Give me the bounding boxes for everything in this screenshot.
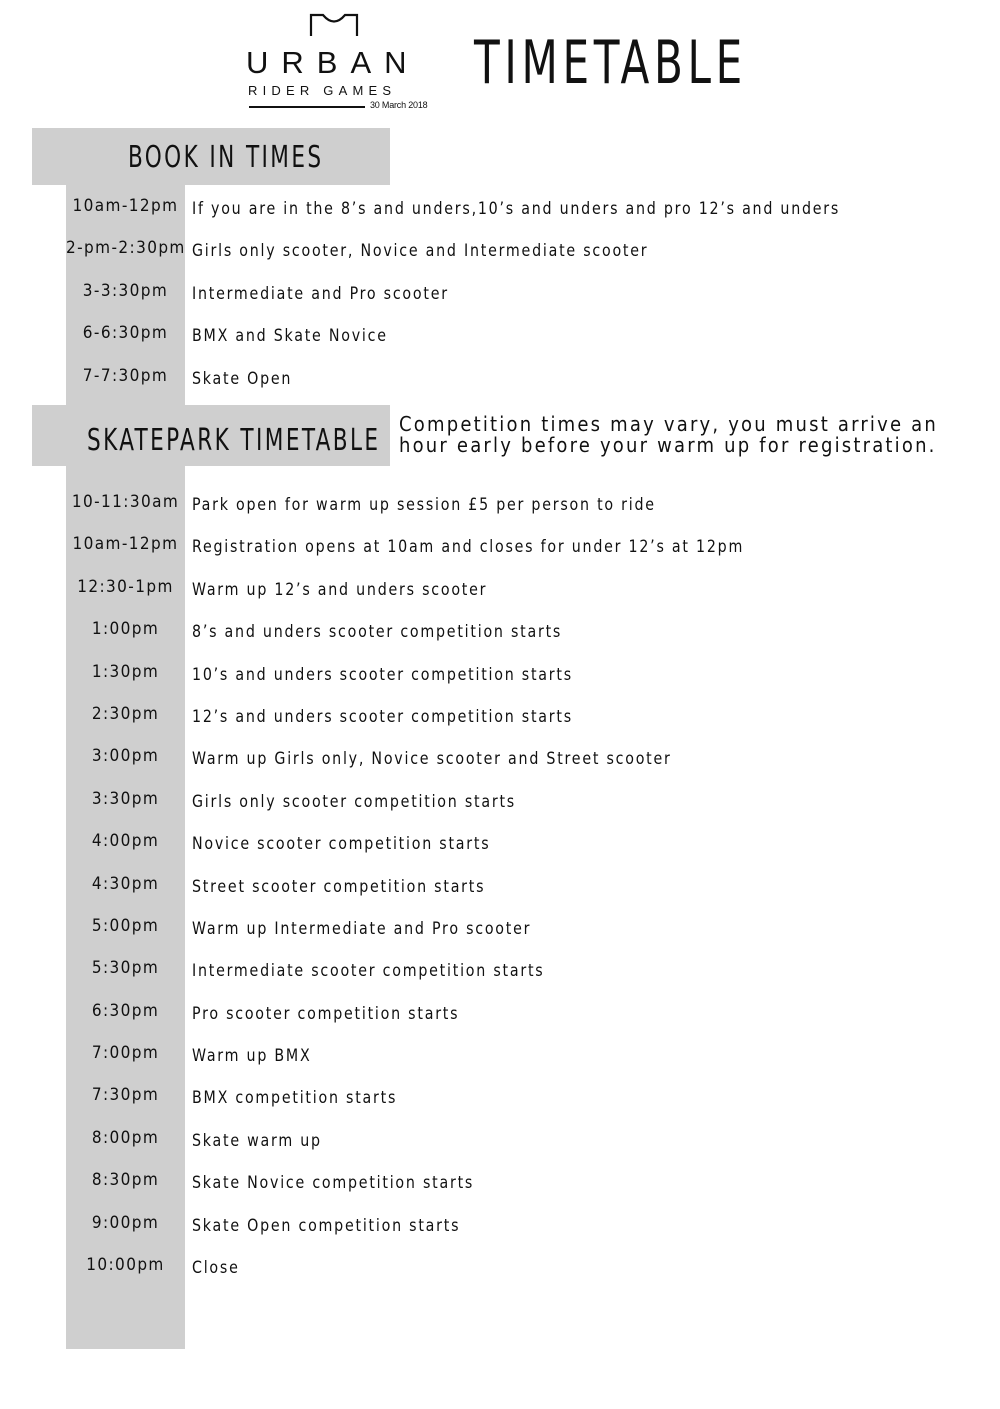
schedule-row xyxy=(66,871,966,913)
book-in-description: Intermediate and Pro scooter xyxy=(192,283,449,304)
schedule-description: Intermediate scooter competition starts xyxy=(192,961,545,982)
logo-subtitle: RIDER GAMES xyxy=(248,83,397,98)
book-in-time: 3-3:30pm xyxy=(82,280,169,301)
schedule-time: 5:30pm xyxy=(91,958,160,979)
schedule-description: Registration opens at 10am and closes for under 12’s at 12pm xyxy=(192,537,745,558)
schedule-description: Warm up BMX xyxy=(192,1046,312,1067)
book-in-row xyxy=(66,320,966,362)
ribbon-m-icon xyxy=(309,12,359,38)
schedule-description: Warm up Intermediate and Pro scooter xyxy=(192,918,532,939)
book-in-time: 6-6:30pm xyxy=(82,323,169,344)
book-in-description: Skate Open xyxy=(192,368,293,389)
schedule-row xyxy=(66,743,966,785)
schedule-time: 1:30pm xyxy=(91,661,160,682)
schedule-description: Girls only scooter competition starts xyxy=(192,791,516,812)
schedule-time: 1:00pm xyxy=(91,619,160,640)
logo-wordmark: URBAN xyxy=(246,45,420,80)
schedule-row xyxy=(66,659,966,701)
schedule-time: 4:00pm xyxy=(91,831,160,852)
event-logo xyxy=(246,10,436,114)
book-in-row xyxy=(66,363,966,405)
schedule-time: 10:00pm xyxy=(86,1255,165,1276)
schedule-row xyxy=(66,998,966,1040)
schedule-time: 12:30-1pm xyxy=(77,576,174,597)
schedule-time: 4:30pm xyxy=(91,873,160,894)
schedule-description: Park open for warm up session £5 per person to ride xyxy=(192,495,656,515)
schedule-row xyxy=(66,913,966,955)
skatepark-heading: SKATEPARK TIMETABLE xyxy=(87,423,381,458)
book-in-description: Girls only scooter, Novice and Intermediate scooter xyxy=(192,241,649,262)
logo-date: 30 March 2018 xyxy=(370,100,428,110)
book-in-row xyxy=(66,193,966,235)
book-in-time: 10am-12pm xyxy=(72,196,179,216)
schedule-row xyxy=(66,616,966,658)
schedule-description: Warm up Girls only, Novice scooter and Street scooter xyxy=(192,749,672,770)
schedule-description: Street scooter competition starts xyxy=(192,876,486,897)
book-in-heading: BOOK IN TIMES xyxy=(128,140,324,175)
schedule-description: Novice scooter competition starts xyxy=(192,834,491,855)
schedule-row xyxy=(66,955,966,997)
skatepark-list xyxy=(66,489,966,1294)
schedule-description: 10’s and unders scooter competition starts xyxy=(192,664,573,685)
schedule-time: 7:00pm xyxy=(91,1043,160,1064)
schedule-description: Warm up 12’s and unders scooter xyxy=(192,579,488,600)
book-in-time: 2-pm-2:30pm xyxy=(66,238,186,259)
book-in-row xyxy=(66,235,966,277)
schedule-time: 10-11:30am xyxy=(71,492,180,512)
schedule-row xyxy=(66,1210,966,1252)
schedule-row xyxy=(66,1082,966,1124)
schedule-description: 8’s and unders scooter competition starts xyxy=(192,622,563,643)
schedule-time: 2:30pm xyxy=(91,703,160,724)
schedule-description: Close xyxy=(192,1258,240,1279)
schedule-time: 3:30pm xyxy=(91,788,160,809)
book-in-description: If you are in the 8’s and unders,10’s and unders and pro 12’s and unders xyxy=(192,199,841,219)
book-in-row xyxy=(66,278,966,320)
schedule-row xyxy=(66,574,966,616)
schedule-row xyxy=(66,489,966,531)
schedule-time: 10am-12pm xyxy=(72,534,179,555)
schedule-time: 3:00pm xyxy=(91,746,160,767)
schedule-row xyxy=(66,1252,966,1294)
schedule-time: 6:30pm xyxy=(91,1000,160,1021)
registration-note: Competition times may vary, you must arrive an hour early before your warm up for registration. xyxy=(399,412,938,457)
schedule-row xyxy=(66,531,966,573)
schedule-row xyxy=(66,786,966,828)
page-title: TIMETABLE xyxy=(474,28,747,98)
book-in-time: 7-7:30pm xyxy=(82,365,169,386)
schedule-row xyxy=(66,828,966,870)
schedule-row xyxy=(66,1125,966,1167)
schedule-time: 8:00pm xyxy=(91,1127,160,1148)
schedule-time: 7:30pm xyxy=(91,1085,160,1106)
logo-divider xyxy=(249,106,365,108)
schedule-description: Skate Novice competition starts xyxy=(192,1173,475,1194)
schedule-time: 5:00pm xyxy=(91,915,160,936)
schedule-time: 8:30pm xyxy=(91,1170,160,1191)
book-in-description: BMX and Skate Novice xyxy=(192,326,388,347)
book-in-list xyxy=(66,193,966,405)
schedule-description: Skate Open competition starts xyxy=(192,1215,461,1236)
schedule-description: Pro scooter competition starts xyxy=(192,1003,460,1024)
schedule-description: Skate warm up xyxy=(192,1130,322,1151)
schedule-description: 12’s and unders scooter competition starts xyxy=(192,706,573,727)
schedule-time: 9:00pm xyxy=(91,1212,160,1233)
schedule-row xyxy=(66,1167,966,1209)
schedule-description: BMX competition starts xyxy=(192,1088,398,1109)
schedule-row xyxy=(66,701,966,743)
schedule-row xyxy=(66,1040,966,1082)
